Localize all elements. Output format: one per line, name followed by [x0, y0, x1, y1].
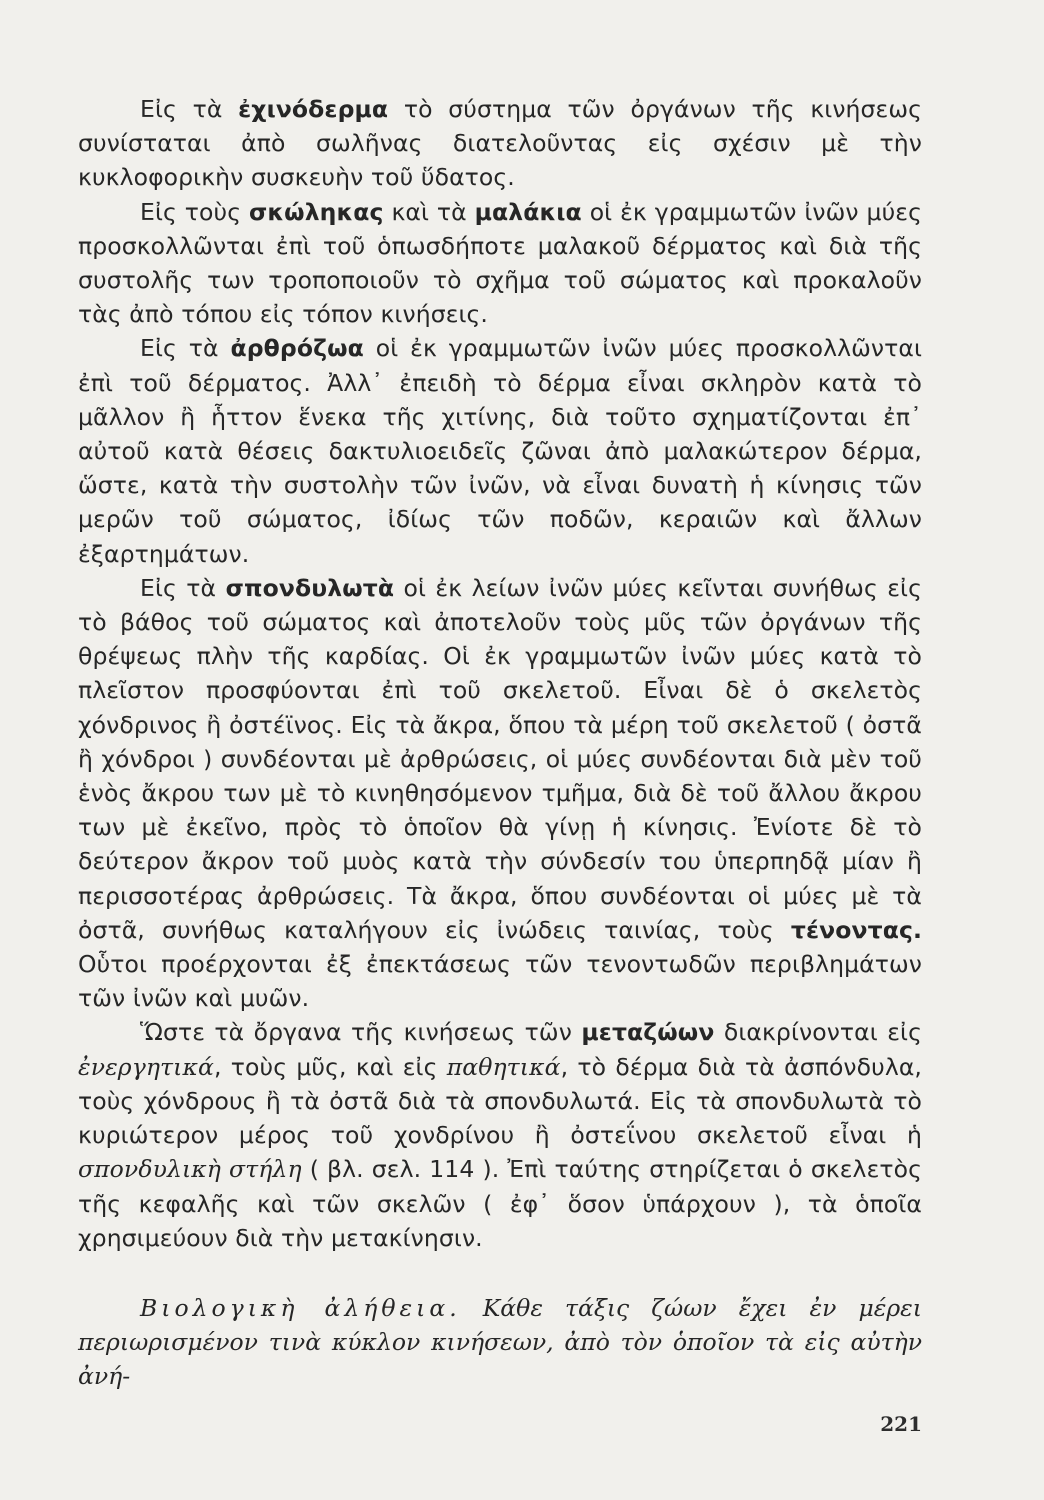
paragraph-summary: [78, 1015, 922, 1254]
book-page: [78, 92, 922, 1452]
text-run: Οὗτοι προέρχονται ἐξ ἐπεκτάσεως τῶν τενοντωδῶν περιβλημάτων τῶν ἰνῶν καὶ μυῶν.: [78, 950, 922, 1013]
text-run: καὶ τὰ: [383, 197, 475, 226]
text-run: οἱ ἐκ γραμμωτῶν ἰνῶν μύες προσκολλῶνται ἐπὶ τοῦ δέρματος. Ἀλλ᾽ ἐπειδὴ τὸ δέρμα εἶναι σκληρὸν κατὰ τὸ μᾶλλον ἢ ἧττον ἕνεκα τῆς χιτίνης, διὰ τοῦτο σχηματίζονται ἐπ᾽ αὐτοῦ κατὰ θέσεις δακτυλιοειδεῖς ζῶναι ἀπὸ μαλακώτερον δέρμα, ὥστε, κατὰ τὴν συστολὴν τῶν ἰνῶν, νὰ εἶναι δυνατὴ ἡ κίνησις τῶν μερῶν τοῦ σώματος, ἰδίως τῶν ποδῶν, κεραιῶν καὶ ἄλλων ἐξαρτημάτων.: [78, 334, 923, 568]
text-run: οἱ ἐκ λείων ἰνῶν μύες κεῖνται συνήθως εἰς τὸ βάθος τοῦ σώματος καὶ ἀποτελοῦν τοὺς μῦς τῶν ὀργάνων τῆς θρέψεως πλὴν τῆς καρδίας. Οἱ ἐκ γραμμωτῶν ἰνῶν μύες κατὰ τὸ πλεῖστον προσφύονται ἐπὶ τοῦ σκελετοῦ. Εἶναι δὲ ὁ σκελετὸς χόνδρινος ἢ ὀστέϊνος. Εἰς τὰ ἄκρα, ὅπου τὰ μέρη τοῦ σκελετοῦ ( ὀστᾶ ἢ χόνδροι ) συνδέονται μὲ ἀρθρώσεις, οἱ μύες συνδέονται διὰ μὲν τοῦ ἑνὸς ἄκρου των μὲ τὸ κινηθησόμενον τμῆμα, διὰ δὲ τοῦ ἄλλου ἄκρου των μὲ ἐκεῖνο, πρὸς τὸ ὁποῖον θὰ γίνῃ ἡ κίνησις. Ἐνίοτε δὲ τὸ δεύτερον ἄκρον τοῦ μυὸς κατὰ τὴν σύνδεσίν του ὑπερπηδᾷ μίαν ἢ περισσοτέρας ἀρθρώσεις. Τὰ ἄκρα, ὅπου συνδέονται οἱ μύες μὲ τὰ ὀστᾶ, συνήθως καταλήγουν εἰς ἰνώδεις ταινίας, τοὺς: [78, 573, 922, 944]
biological-truth-text: Κάθε τάξις ζώων ἔχει ἐν μέρει περιωρισμένον τινὰ κύκλον κινήσεων, ἀπὸ τὸν ὁποῖον τὰ εἰς αὐτὴν ἀνή-: [78, 1293, 922, 1390]
term-arthropods: ἀρθρόζωα: [230, 334, 364, 363]
text-run: Εἰς τὰ: [140, 334, 231, 363]
term-metazoa: μεταζώων: [581, 1018, 715, 1047]
text-run: , τὸ δέρμα διὰ τὰ ἀσπόνδυλα, τοὺς χόνδρους ἢ τὰ ὀστᾶ διὰ τὰ σπονδυλωτά. Εἰς τὰ σπονδυλωτὰ τὸ κυριώτερον μέρος τοῦ χονδρίνου ἢ ὀστεΐνου σκελετοῦ εἶναι ἡ: [78, 1052, 922, 1150]
text-run: Εἰς τὰ: [140, 573, 226, 602]
biological-truth-paragraph: [78, 1291, 922, 1393]
term-molluscs: μαλάκια: [474, 197, 582, 226]
paragraph-worms-molluscs: [78, 195, 922, 332]
term-echinoderms: ἐχινόδερμα: [238, 95, 389, 123]
term-tendons: τένοντας.: [790, 915, 922, 944]
term-spinal-column: σπονδυλικὴ στήλη: [78, 1155, 302, 1184]
term-active: ἐνεργητικά: [78, 1052, 214, 1081]
text-run: , τοὺς μῦς, καὶ εἰς: [213, 1052, 447, 1081]
text-run: διακρίνονται εἰς: [714, 1018, 922, 1047]
term-worms: σκώληκας: [248, 197, 384, 226]
text-run: ( βλ. σελ. 114 ). Ἐπὶ ταύτης στηρίζεται ὁ σκελετὸς τῆς κεφαλῆς καὶ τῶν σκελῶν ( ἐφ᾽ ὅσον ὑπάρχουν ), τὰ ὁποῖα χρησιμεύουν διὰ τὴν μετακίνησιν.: [78, 1155, 922, 1252]
page-number: 221: [880, 1412, 922, 1436]
text-run: Εἰς τοὺς: [140, 197, 249, 226]
text-run: Ὥστε τὰ ὄργανα τῆς κινήσεως τῶν: [140, 1018, 582, 1047]
paragraph-arthropods: [78, 331, 922, 570]
text-run: τὸ σύστημα τῶν ὀργάνων τῆς κινήσεως συνίσταται ἀπὸ σωλῆνας διατελοῦντας εἰς σχέσιν μὲ τὴν κυκλοφορικὴν συσκευὴν τοῦ ὕδατος.: [78, 95, 923, 192]
biological-truth-heading: Βιολογικὴ ἀλήθεια.: [140, 1293, 461, 1322]
term-passive: παθητικά: [446, 1052, 561, 1081]
paragraph-vertebrates: [78, 571, 922, 1016]
term-vertebrates: σπονδυλωτὰ: [225, 573, 395, 602]
text-run: οἱ ἐκ γραμμωτῶν ἰνῶν μύες προσκολλῶνται ἐπὶ τοῦ ὁπωσδήποτε μαλακοῦ δέρματος καὶ διὰ τῆς συστολῆς των τροποποιοῦν τὸ σχῆμα τοῦ σώματος καὶ προκαλοῦν τὰς ἀπὸ τόπου εἰς τόπον κινήσεις.: [78, 197, 922, 329]
text-run: Εἰς τὰ: [140, 95, 239, 123]
paragraph-echinoderms: [78, 92, 922, 195]
